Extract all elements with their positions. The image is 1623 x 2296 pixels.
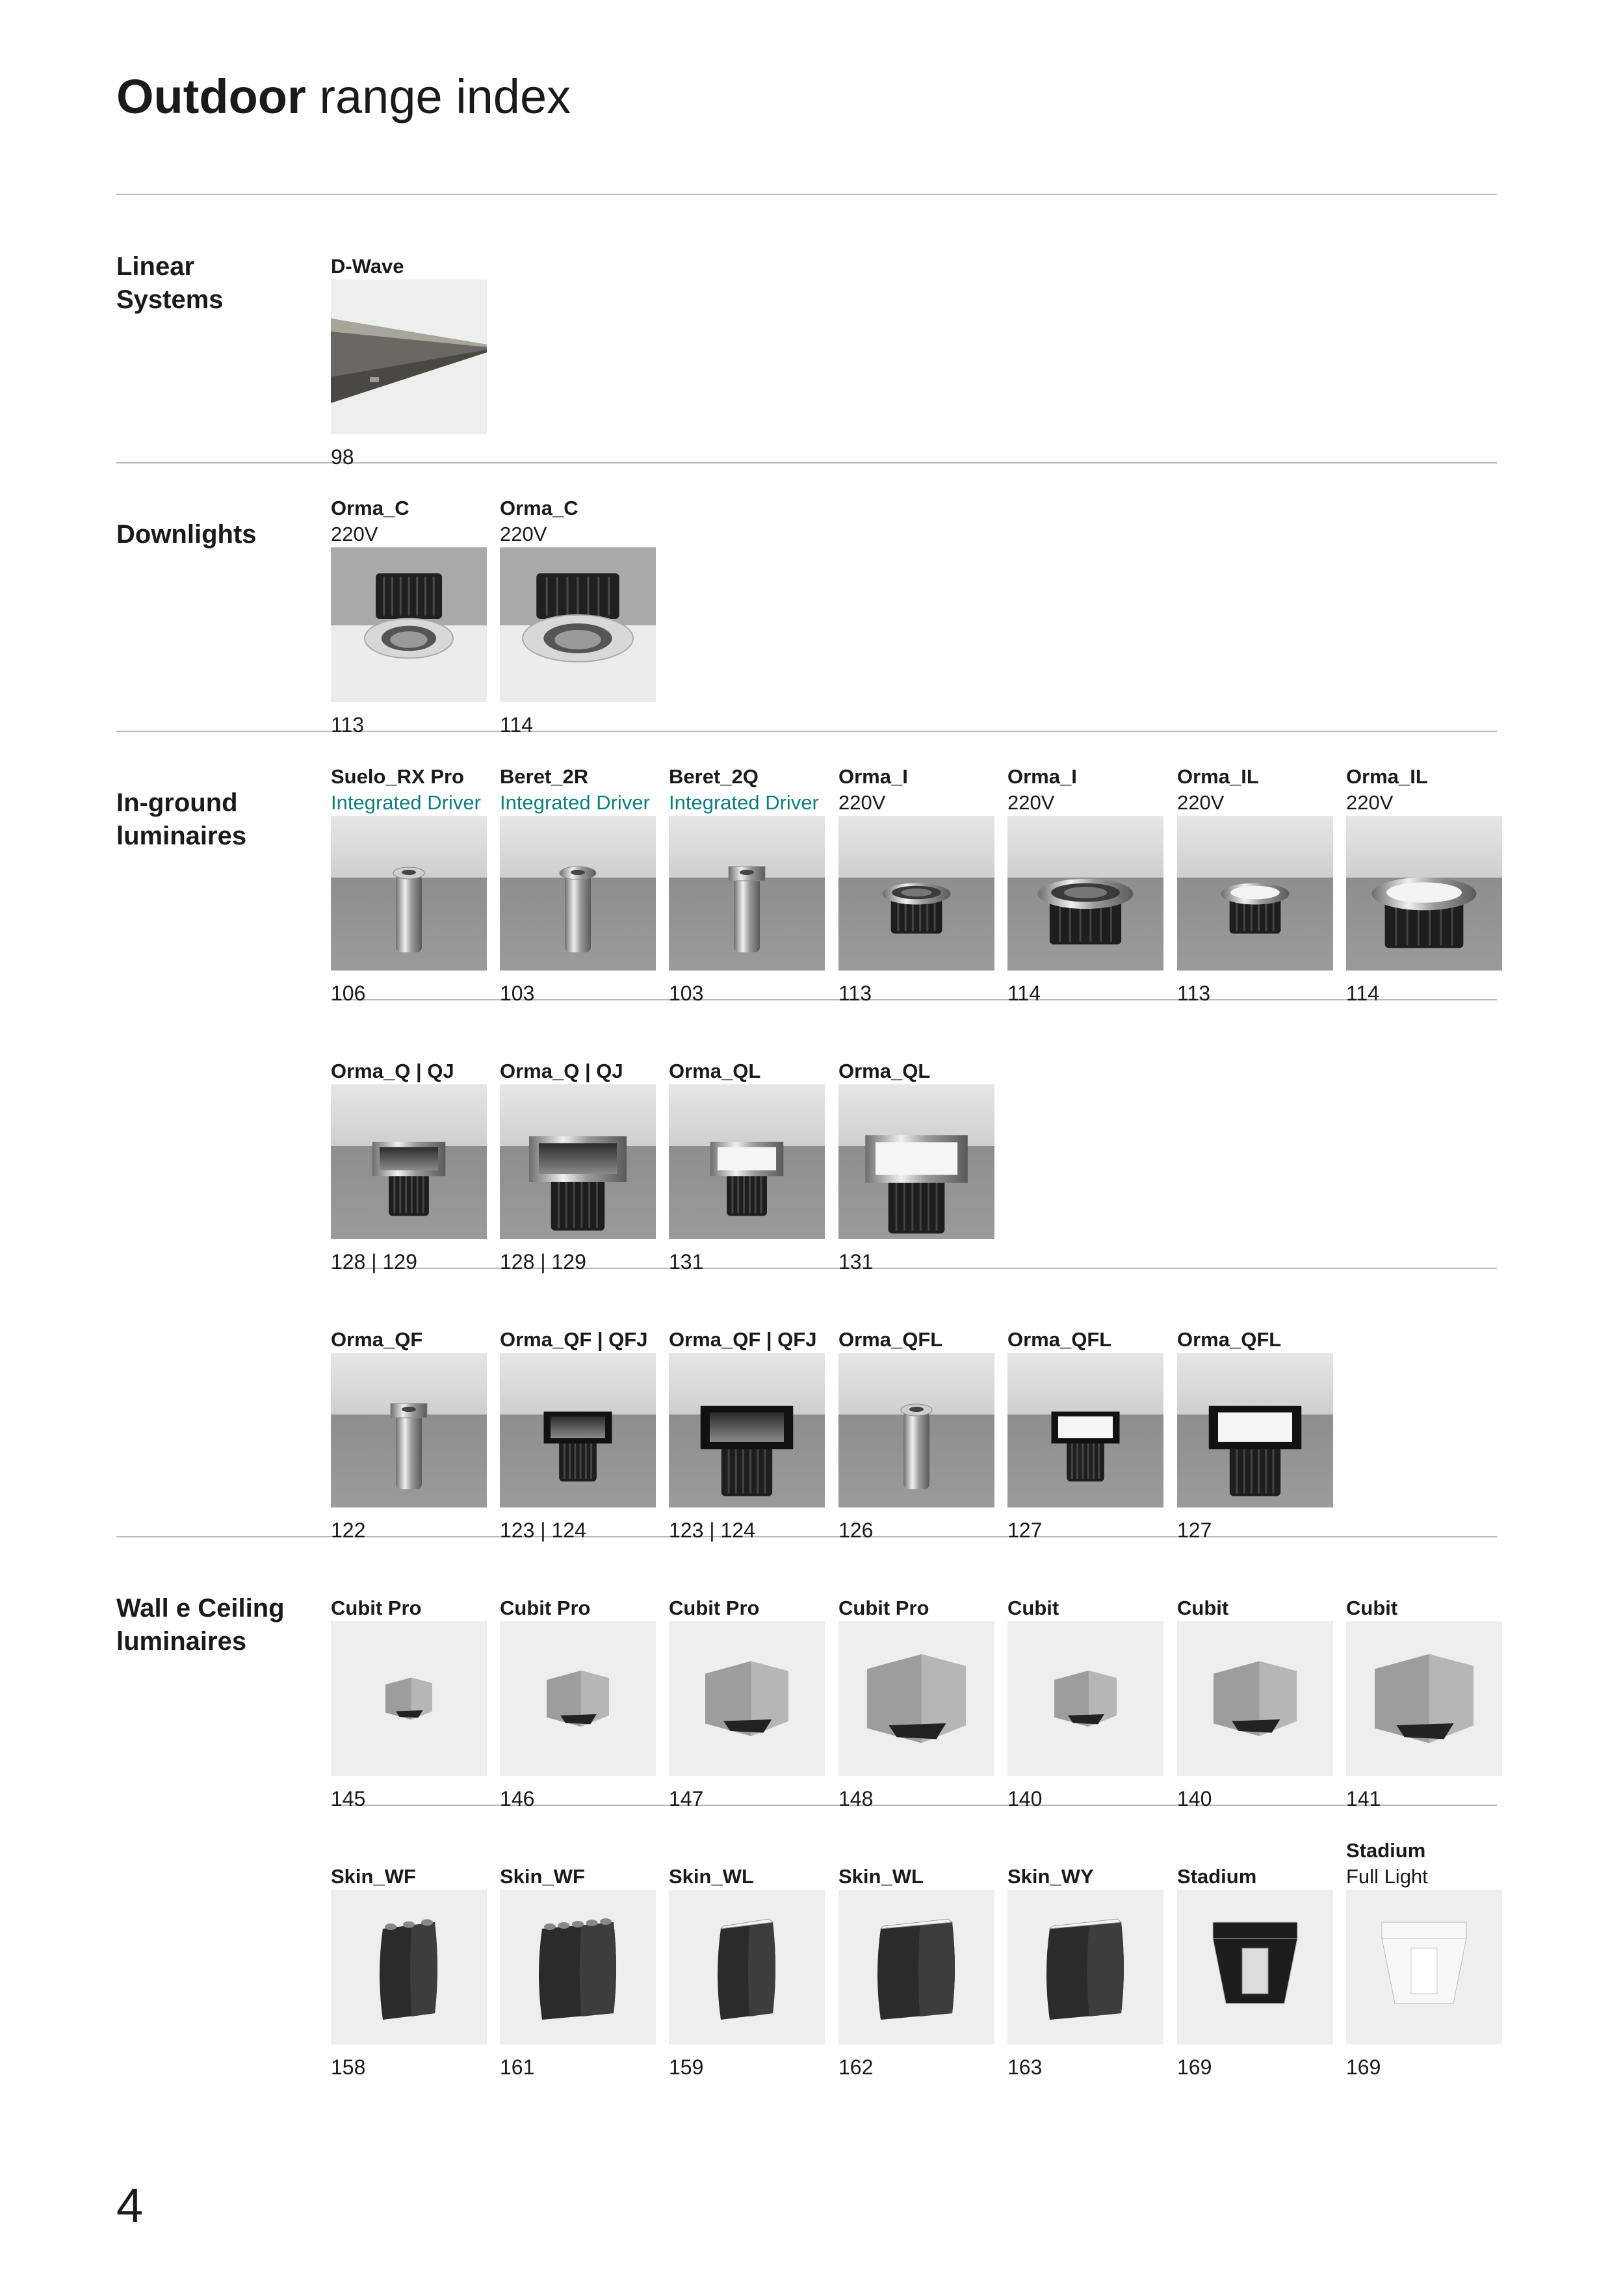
product-name: Orma_C [331,497,409,519]
round-downlight-small-icon [331,547,487,702]
product-name: Orma_QL [838,1060,931,1082]
square-inground-diffuse-large-icon [838,1084,994,1239]
product-image [331,1084,487,1239]
catalog-page-ref: 148 [838,1787,874,1810]
product-name: Skin_WL [669,1865,754,1888]
product-variant: 220V [1177,791,1225,814]
product-name: Skin_WL [838,1865,924,1888]
catalog-page-ref: 131 [669,1250,704,1273]
product-name: Orma_QL [669,1060,761,1082]
catalog-page-ref: 140 [1007,1787,1043,1810]
product-name: Orma_I [838,765,908,788]
product-image [669,1890,825,2044]
product-image [1346,816,1502,971]
square-inground-small-icon [331,1084,487,1239]
catalog-page-ref: 123 | 124 [669,1519,755,1542]
product-image [500,1621,656,1776]
product-variant: 220V [331,523,378,545]
catalog-page-ref: 114 [1007,982,1041,1005]
product-image [500,1084,656,1239]
section-divider [116,194,1497,195]
product-image [500,816,656,971]
cube-wall-xs-icon [331,1621,487,1776]
catalog-page-ref: 140 [1177,1787,1212,1810]
product-name: Orma_Q | QJ [331,1060,454,1082]
product-name: Suelo_RX Pro [331,765,464,788]
product-variant: 220V [1346,791,1394,814]
square-flush-diffuse-large-icon [1177,1353,1333,1507]
product-name: Stadium [1177,1865,1257,1888]
product-variant: 220V [500,523,547,545]
product-image [838,1353,994,1507]
catalog-page-ref: 141 [1346,1787,1381,1810]
catalog-page-ref: 162 [838,2055,874,2079]
category-label: Downlights [116,520,257,549]
product-variant: Full Light [1346,1865,1428,1888]
product-image [1007,1353,1163,1507]
catalog-page-ref: 113 [838,982,872,1005]
catalog-page-ref: 106 [331,982,366,1005]
catalog-page-ref: 147 [669,1787,704,1810]
catalog-page-ref: 163 [1007,2055,1043,2079]
cube-wall-m-icon [669,1621,825,1776]
product-image [331,1621,487,1776]
catalog-page-ref: 128 | 129 [500,1250,586,1273]
product-image [1177,1621,1333,1776]
product-name: Cubit [1007,1597,1059,1619]
product-name: Skin_WF [331,1865,416,1888]
category-label: Linear Systems [116,252,224,314]
product-image [1346,1890,1502,2044]
product-name: Cubit Pro [669,1597,760,1619]
section-divider [116,731,1497,732]
product-name: Cubit Pro [838,1597,929,1619]
round-inground-large-icon [1007,816,1163,971]
square-flush-small-icon [500,1353,656,1507]
product-image [331,280,487,434]
product-image [500,1890,656,2044]
product-name: Cubit [1177,1597,1229,1619]
product-image [1177,1890,1333,2044]
catalog-page-ref: 113 [1177,982,1211,1005]
product-name: Stadium [1346,1839,1426,1862]
skin-wall-wide-icon [500,1890,656,2044]
catalog-page-ref: 98 [331,445,354,469]
catalog-page-ref: 128 | 129 [331,1250,417,1273]
catalog-page-ref: 113 [331,713,365,737]
catalog-page-ref: 161 [500,2055,535,2079]
catalog-page-ref: 114 [1346,982,1380,1005]
product-name: Orma_Q | QJ [500,1060,623,1082]
product-image [500,547,656,702]
round-inground-small-icon [838,816,994,971]
stadium-ceiling-dark-icon [1177,1890,1333,2044]
product-image [1346,1621,1502,1776]
product-name: Orma_QF | QFJ [500,1328,648,1351]
catalog-page-ref: 123 | 124 [500,1519,586,1542]
product-name: Orma_QF [331,1328,423,1351]
product-name: Cubit [1346,1597,1398,1619]
catalog-page-ref: 114 [500,713,534,737]
catalog-page-ref: 103 [669,982,704,1005]
product-name: Orma_QFL [1177,1328,1282,1351]
product-variant: Integrated Driver [669,791,819,814]
skin-wall-lens-narrow-icon [669,1890,825,2044]
cylinder-round-head-icon [500,816,656,971]
product-name: Orma_IL [1346,765,1428,788]
product-image [1007,1621,1163,1776]
round-inground-diffuse-large-icon [1346,816,1502,971]
cube-wall-s-icon [1007,1621,1163,1776]
product-name: Skin_WF [500,1865,585,1888]
round-inground-diffuse-small-icon [1177,816,1333,971]
product-name: Orma_QF | QFJ [669,1328,817,1351]
catalog-page-ref: 145 [331,1787,366,1810]
product-name: Orma_IL [1177,765,1259,788]
product-image [331,816,487,971]
product-image [331,1890,487,2044]
page-title-bold: Outdoor [116,70,306,124]
catalog-page-ref: 122 [331,1519,366,1542]
page-title [116,68,571,126]
catalog-page-ref: 169 [1177,2055,1212,2079]
product-image [669,1621,825,1776]
cylinder-square-head-icon [669,816,825,971]
skin-wall-narrow-icon [331,1890,487,2044]
skin-wall-y-icon [1007,1890,1163,2044]
product-image [838,1084,994,1239]
product-variant: 220V [838,791,886,814]
catalog-page-ref: 146 [500,1787,535,1810]
product-image [1007,816,1163,971]
product-image [669,816,825,971]
product-name: Cubit Pro [331,1597,422,1619]
square-flush-large-icon [669,1353,825,1507]
category-label: In-ground luminaires [116,789,247,850]
catalog-page-ref: 169 [1346,2055,1381,2079]
cylinder-inground-icon [331,816,487,971]
product-image [669,1353,825,1507]
cube-wall-s-icon [500,1621,656,1776]
catalog-page-ref: 127 [1177,1519,1212,1542]
product-variant: Integrated Driver [500,791,650,814]
product-image [1177,1353,1333,1507]
product-name: Orma_QFL [1007,1328,1112,1351]
product-variant: Integrated Driver [331,791,481,814]
category-label: Wall e Ceiling luminaires [116,1594,285,1656]
product-name: Beret_2Q [669,765,759,788]
catalog-page-ref: 159 [669,2055,704,2079]
page-number: 4 [116,2178,144,2232]
product-image [669,1084,825,1239]
square-flush-diffuse-small-icon [1007,1353,1163,1507]
product-image [500,1353,656,1507]
product-name: Orma_I [1007,765,1077,788]
square-flush-diffuse-cylinder-icon [838,1353,994,1507]
page-title-rest: range index [305,70,571,124]
product-name: Orma_QFL [838,1328,943,1351]
product-image [838,1890,994,2044]
product-image [838,1621,994,1776]
catalog-page-ref: 126 [838,1519,874,1542]
square-flush-cylinder-icon [331,1353,487,1507]
product-image [331,1353,487,1507]
skin-wall-lens-wide-icon [838,1890,994,2044]
catalog-page-ref: 131 [838,1250,874,1273]
product-image [1177,816,1333,971]
product-name: Skin_WY [1007,1865,1094,1888]
cube-wall-l-icon [1346,1621,1502,1776]
section-divider [116,462,1497,463]
linear-profile-icon [331,280,487,434]
catalog-page-ref: 127 [1007,1519,1043,1542]
cube-wall-l-icon [838,1621,994,1776]
product-variant: 220V [1007,791,1055,814]
product-image [838,816,994,971]
product-name: Orma_C [500,497,578,519]
stadium-ceiling-white-icon [1346,1890,1502,2044]
product-image [331,547,487,702]
square-inground-diffuse-small-icon [669,1084,825,1239]
product-name: Beret_2R [500,765,589,788]
cube-wall-m-icon [1177,1621,1333,1776]
product-image [1007,1890,1163,2044]
product-name: D-Wave [331,255,404,278]
catalog-page-ref: 103 [500,982,535,1005]
round-downlight-large-icon [500,547,656,702]
square-inground-large-icon [500,1084,656,1239]
catalog-page-ref: 158 [331,2055,366,2079]
product-name: Cubit Pro [500,1597,591,1619]
